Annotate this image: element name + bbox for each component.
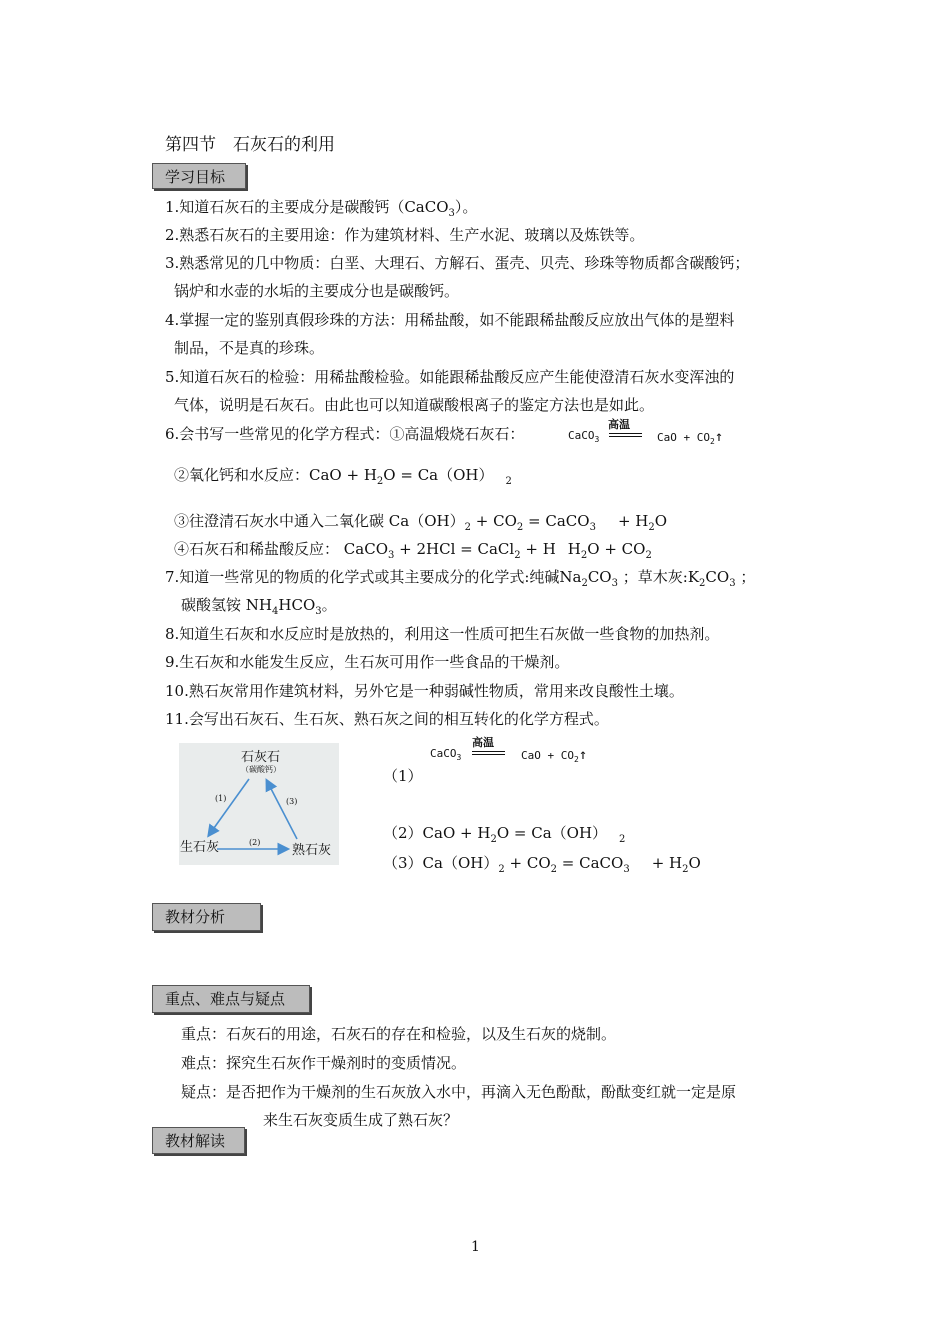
goal-7-line2: 碳酸氢铵 $NH_4HCO_3$。 (181, 596, 337, 617)
diagram-quicklime: 生石灰 (180, 840, 220, 855)
key-point-yi-line1: 疑点：是否把作为干燥剂的生石灰放入水中，再滴入无色酚酞，酚酞变红就一定是原 (181, 1083, 737, 1101)
conversion-1-high-temp: 高温 (472, 736, 494, 749)
key-point-zhong: 重点：石灰石的用途，石灰石的存在和检验，以及生石灰的烧制。 (181, 1025, 617, 1043)
key-point-yi-line2: 来生石灰变质生成了熟石灰？ (263, 1111, 459, 1129)
conversion-2: $(2)CaO + H_2O = Ca(OH)$ $_2$ (383, 824, 626, 845)
goal-9: 9.生石灰和水能发生反应，生石灰可用作一些食品的干燥剂。 (165, 653, 570, 671)
diagram-edge-2: (2) (249, 838, 261, 847)
conversion-1-label: （1） (383, 767, 423, 785)
diagram-edge-1: (1) (215, 794, 227, 803)
goal-11: 11.会写出石灰石、生石灰、熟石灰之间的相互转化的化学方程式。 (165, 710, 609, 728)
diagram-slakedlime: 熟石灰 (292, 843, 332, 858)
goal-8: 8.知道生石灰和水反应时是放热的，利用这一性质可把生石灰做一些食物的加热剂。 (165, 625, 720, 643)
conversion-diagram (179, 743, 339, 865)
equation-high-temp-label: 高温 (608, 418, 630, 431)
goal-4-line1: 4.掌握一定的鉴别真假珍珠的方法：用稀盐酸，如不能跟稀盐酸反应放出气体的是塑料 (165, 311, 735, 329)
heading-goals: 学习目标 (152, 163, 246, 189)
diagram-edge-3: (3) (286, 797, 298, 806)
key-point-nan: 难点：探究生石灰作干燥剂时的变质情况。 (181, 1054, 467, 1072)
goal-6: 6.会书写一些常见的化学方程式：①高温煅烧石灰石： (165, 425, 525, 443)
section-title: 第四节 石灰石的利用 (165, 135, 335, 155)
page-number: 1 (471, 1239, 480, 1255)
conversion-1-equation: CaCO$_3$ (430, 747, 462, 762)
goal-6-eq2: ②氧化钙和水反应：CaO + $H_2O = Ca(OH)$ $_2$ (174, 466, 512, 487)
conversion-3: $(3)Ca(OH)_2 + CO_2$ = CaCO$_3$ + $H_2O$ (383, 854, 701, 875)
equation-calcination-products: CaO + $CO_2↑$ (657, 429, 724, 446)
goal-5-line1: 5.知道石灰石的检验：用稀盐酸检验。如能跟稀盐酸反应产生能使澄清石灰水变浑浊的 (165, 368, 735, 386)
heading-analysis: 教材分析 (152, 903, 261, 931)
goal-6-eq3: ③往澄清石灰水中通入二氧化碳 $Ca(OH)_2 + CO_2$ = CaCO$_3$ + $H_2O$ (174, 512, 668, 533)
goal-1: 1.知道石灰石的主要成分是碳酸钙（CaCO$_3$）。 (165, 198, 478, 219)
goal-2: 2.熟悉石灰石的主要用途：作为建筑材料、生产水泥、玻璃以及炼铁等。 (165, 226, 645, 244)
goal-6-eq4: ④石灰石和稀盐酸反应： CaCO$_3$ + 2HCl = CaCl$_2$ + H $H_2O + CO_2$ (174, 540, 652, 561)
goal-4-line2: 制品，不是真的珍珠。 (174, 339, 325, 357)
goal-10: 10.熟石灰常用作建筑材料，另外它是一种弱碱性物质，常用来改良酸性土壤。 (165, 682, 684, 700)
heading-key-points: 重点、难点与疑点 (152, 985, 310, 1013)
heading-reading: 教材解读 (152, 1127, 245, 1154)
goal-3-line2: 锅炉和水壶的水垢的主要成分也是碳酸钙。 (174, 282, 460, 300)
diagram-limestone-sub: （碳酸钙） (241, 765, 281, 774)
conversion-1-products: CaO + $CO_2↑$ (521, 747, 588, 764)
goal-3-line1: 3.熟悉常见的几中物质：白垩、大理石、方解石、蛋壳、贝壳、珍珠等物质都含碳酸钙； (165, 254, 750, 272)
goal-7-line1: 7.知道一些常见的物质的化学式或其主要成分的化学式:纯碱$Na_2CO_3$ ；草木灰$:K_2CO_3$ ； (165, 568, 756, 589)
diagram-limestone: 石灰石 (241, 750, 281, 765)
equation-calcination: CaCO$_3$ (568, 429, 600, 444)
goal-5-line2: 气体，说明是石灰石。由此也可以知道碳酸根离子的鉴定方法也是如此。 (174, 396, 655, 414)
